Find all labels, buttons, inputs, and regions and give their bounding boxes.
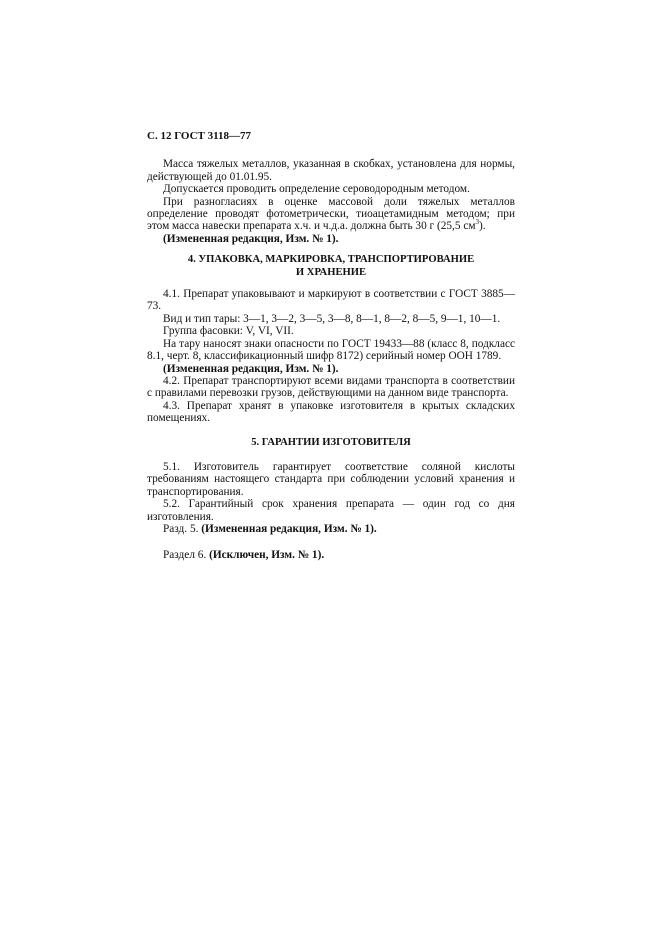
paragraph-heavy-metals-note: Масса тяжелых металлов, указанная в скобках, установлена для нормы, действующей до 01.01.95. [147, 158, 515, 183]
paragraph-section-6 [147, 549, 515, 561]
page-header: С. 12 ГОСТ 3118—77 [147, 130, 252, 142]
paragraph-5-2: 5.2. Гарантийный срок хранения препарата — один год со дня изготовления. [147, 498, 515, 523]
section-5-heading: 5. ГАРАНТИИ ИЗГОТОВИТЕЛЯ [251, 436, 411, 448]
paragraph-disagreements [147, 196, 515, 233]
cubic-superscript: 3 [475, 218, 480, 227]
razd-5-amendment: (Измененная редакция, Изм. № 1). [201, 522, 377, 535]
paragraph-4-2: 4.2. Препарат транспортируют всеми видами транспорта в соответствии с правилами перевозки грузов, действующими на данном виде транспорта. [147, 374, 515, 400]
paragraph-5-1: 5.1. Изготовитель гарантирует соответствие соляной кислоты требованиям настоящего стандарта при соблюдении условий хранения и транспортирования. [147, 460, 515, 498]
section-6-prefix: Раздел 6. [163, 549, 207, 562]
paragraph-4-3: 4.3. Препарат хранят в упаковке изготовителя в крытых складских помещениях. [147, 399, 515, 425]
section-4-heading-line1: 4. УПАКОВКА, МАРКИРОВКА, ТРАНСПОРТИРОВАНИЕ [187, 254, 475, 266]
paragraph-razd-5 [147, 523, 515, 535]
document-page [147, 130, 515, 562]
paragraph-container-type: Вид и тип тары: 3—1, 3—2, 3—5, 3—8, 8—1, 8—2, 8—5, 9—1, 10—1. [163, 312, 501, 325]
spacer [147, 535, 515, 549]
paragraph-hazard-signs: На тару наносят знаки опасности по ГОСТ 19433—88 (класс 8, подкласс 8.1, черт. 8, классификационный шифр 8172) серийный номер ООН 1789. [147, 337, 515, 363]
section-4-heading [147, 254, 515, 279]
razd-5-prefix: Разд. 5. [163, 522, 199, 535]
paragraph-hydrogen-sulfide-method: Допускается проводить определение сероводородным методом. [163, 183, 470, 196]
paragraph-packing-group: Группа фасовки: V, VI, VII. [163, 325, 294, 338]
paragraph-4-1: 4.1. Препарат упаковывают и маркируют в соответствии с ГОСТ 3885—73. [147, 288, 515, 313]
disagreements-text: При разногласиях в оценке массовой доли тяжелых металлов определение проводят фотометрически, тиоацетамидным методом; при этом масса навески препарата х.ч. и ч.д.а. должна быть 30 г (25,5 см [147, 195, 515, 233]
section-4-heading-line2: И ХРАНЕНИЕ [295, 266, 367, 278]
section-6-excluded: (Исключен, Изм. № 1). [209, 549, 325, 562]
amendment-note-2: (Измененная редакция, Изм. № 1). [163, 362, 339, 375]
amendment-note-1: (Измененная редакция, Изм. № 1). [163, 232, 339, 245]
disagreements-end: ). [479, 220, 486, 233]
